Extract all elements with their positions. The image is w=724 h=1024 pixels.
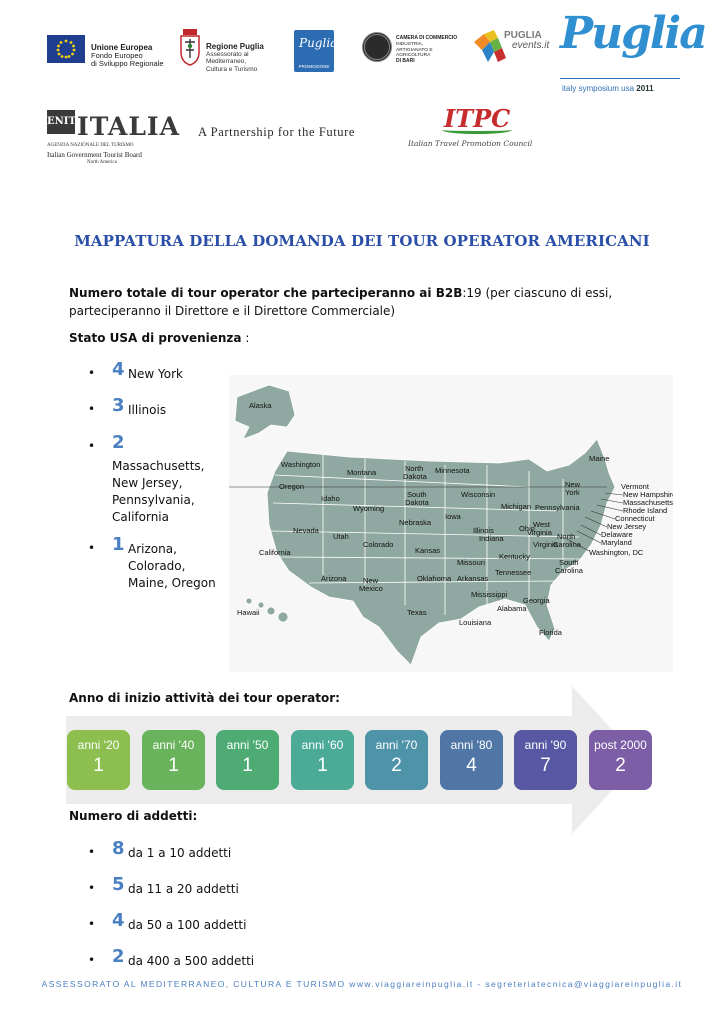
map-label-south-dakota: South xyxy=(407,490,427,499)
timeline-box xyxy=(291,730,354,790)
timeline-count: 2 xyxy=(391,755,402,776)
map-label-utah: Utah xyxy=(333,532,349,541)
events-word: events.it xyxy=(512,40,550,51)
enit-north-america: North America xyxy=(87,160,117,165)
map-label-pennsylvania: Pennsylvania xyxy=(535,503,580,512)
region-dept-2: Cultura e Turismo xyxy=(206,65,258,73)
map-label-nevada: Nevada xyxy=(293,526,319,535)
staff-label: da 400 a 500 addetti xyxy=(128,954,255,968)
map-label-connecticut: Connecticut xyxy=(615,514,655,523)
staff-label: da 1 a 10 addetti xyxy=(128,846,232,860)
eu-name: Unione Europea xyxy=(91,43,153,52)
staff-count: 4 xyxy=(112,910,125,931)
region-dept: Assessorato al Mediterraneo, xyxy=(206,50,249,65)
map-label-indiana: Indiana xyxy=(479,534,504,543)
map-label-iowa: Iowa xyxy=(445,512,461,521)
map-label-mississippi: Mississippi xyxy=(471,590,508,599)
chamber-line-4: DI BARI xyxy=(396,58,415,65)
map-label-tennessee: Tennessee xyxy=(495,568,532,577)
map-label-north-dakota: North xyxy=(405,464,424,473)
timeline-box xyxy=(216,730,279,790)
map-label-minnesota: Minnesota xyxy=(435,466,470,475)
map-label-wisconsin: Wisconsin xyxy=(461,490,496,499)
footer: ASSESSORATO AL MEDITERRANEO, CULTURA E TURISMO www.viaggiareinpuglia.it - segreteriatecnica@viaggiareinpuglia.it xyxy=(41,979,683,989)
map-label-rhode-island: Rhode Island xyxy=(623,506,668,515)
itpc-name: Italian Travel Promotion Council xyxy=(408,139,533,148)
timeline-count: 2 xyxy=(615,755,626,776)
map-label-colorado: Colorado xyxy=(363,540,394,549)
state-count: 3 xyxy=(112,395,125,416)
timeline-box xyxy=(440,730,503,790)
state-label: New York xyxy=(128,367,183,381)
bullet-icon: • xyxy=(88,402,96,416)
map-label-new-mexico-2: Mexico xyxy=(359,584,383,593)
map-label-vermont: Vermont xyxy=(621,482,649,491)
map-label-alaska: Alaska xyxy=(249,401,272,410)
map-label-michigan: Michigan xyxy=(501,502,532,511)
map-label-arkansas: Arkansas xyxy=(457,574,489,583)
chamber-line-2: INDUSTRIA, xyxy=(396,41,424,47)
bullet-icon: • xyxy=(88,845,96,859)
symposium-year: 2011 xyxy=(636,84,654,93)
timeline-heading: Anno di inizio attività dei tour operator: xyxy=(69,691,340,705)
enit-italia: ITALIA xyxy=(77,112,180,141)
states-heading-label: Stato USA di provenienza xyxy=(69,331,242,345)
timeline-count: 1 xyxy=(168,755,179,776)
map-label-south-carolina-2: Carolina xyxy=(555,566,583,575)
map-label-kansas: Kansas xyxy=(415,546,441,555)
symposium-text: italy symposium usa xyxy=(562,84,635,93)
timeline-count: 4 xyxy=(466,755,477,776)
map-label-north-carolina-2: Carolina xyxy=(553,540,581,549)
map-label-illinois: Illinois xyxy=(473,526,494,535)
map-label-kentucky: Kentucky xyxy=(499,552,530,561)
map-label-new-mexico: New xyxy=(363,576,379,585)
staff-heading: Numero di addetti: xyxy=(69,809,198,823)
map-label-ohio: Ohio xyxy=(519,524,535,533)
timeline-count: 1 xyxy=(93,755,104,776)
bullet-icon: • xyxy=(88,917,96,931)
enit-board: Italian Government Tourist Board xyxy=(47,151,142,159)
timeline-period: anni '20 xyxy=(77,738,120,752)
map-label-maine: Maine xyxy=(589,454,610,463)
map-label-new-york: New xyxy=(565,480,581,489)
puglia-word: Puglia xyxy=(560,8,706,59)
map-label-oklahoma: Oklahoma xyxy=(417,574,452,583)
timeline-count: 7 xyxy=(540,755,551,776)
state-count: 2 xyxy=(112,432,125,453)
map-label-arizona: Arizona xyxy=(321,574,347,583)
map-label-wyoming: Wyoming xyxy=(353,504,385,513)
map-label-new-jersey: New Jersey xyxy=(607,522,647,531)
map-label-florida: Florida xyxy=(539,628,562,637)
timeline-period: anni '80 xyxy=(450,738,493,752)
timeline-period: post 2000 xyxy=(594,738,647,752)
map-label-louisiana: Louisiana xyxy=(459,618,492,627)
staff-count: 8 xyxy=(112,838,125,859)
map-label-georgia: Georgia xyxy=(523,596,550,605)
chamber-line-1: CAMERA DI COMMERCIO xyxy=(396,35,458,41)
intro-label: Numero totale di tour operator che parteciperanno ai B2B xyxy=(69,286,463,300)
map-label-delaware: Delaware xyxy=(601,530,633,539)
timeline-box xyxy=(589,730,652,790)
events-puglia: PUGLIA xyxy=(504,30,542,41)
itpc-mark: ITPC xyxy=(444,104,511,133)
map-label-california: California xyxy=(259,548,291,557)
map-label-south-carolina: South xyxy=(559,558,579,567)
promo-label: PROMOZIONE xyxy=(298,64,330,69)
timeline-box xyxy=(142,730,205,790)
staff-label: da 11 a 20 addetti xyxy=(128,882,239,896)
staff-count: 2 xyxy=(112,946,125,967)
map-label-oregon: Oregon xyxy=(279,482,305,491)
map-label-new-hampshire: New Hampshire xyxy=(623,490,673,499)
partnership-tagline: A Partnership for the Future xyxy=(198,125,356,139)
timeline-count: 1 xyxy=(242,755,253,776)
map-label-nebraska: Nebraska xyxy=(399,518,432,527)
staff-count: 5 xyxy=(112,874,125,895)
timeline-period: anni '40 xyxy=(152,738,195,752)
chamber-line-3: ARTIGIANATO E AGRICOLTURA xyxy=(396,47,433,59)
bullet-icon: • xyxy=(88,541,96,555)
promo-logo-text: Puglia xyxy=(299,36,338,50)
map-label-texas: Texas xyxy=(407,608,427,617)
map-label-west-virginia-2: Virginia xyxy=(527,528,552,537)
state-label: Massachusetts, New Jersey, Pennsylvania, California xyxy=(112,459,205,524)
timeline-box xyxy=(365,730,428,790)
map-label-washington: Washington xyxy=(281,460,321,469)
timeline-period: anni '50 xyxy=(226,738,269,752)
enit-box: ENIT xyxy=(47,110,75,134)
map-label-massachusetts: Massachusetts xyxy=(623,498,673,507)
state-label: Illinois xyxy=(128,403,167,417)
enit-sub: AGENZIA NAZIONALE DEL TURISMO xyxy=(47,143,134,148)
map-label-south-dakota-2: Dakota xyxy=(405,498,429,507)
timeline-box xyxy=(67,730,130,790)
state-count: 4 xyxy=(112,359,125,380)
map-label-north-carolina: North xyxy=(557,532,576,541)
eu-fund-2: di Sviluppo Regionale xyxy=(91,59,164,68)
map-label-missouri: Missouri xyxy=(457,558,485,567)
timeline-box xyxy=(514,730,577,790)
timeline-period: anni '90 xyxy=(524,738,567,752)
intro-value: :19 (per ciascuno di essi, parteciperanno il Direttore e il Direttore Commerciale) xyxy=(69,286,613,318)
bullet-icon: • xyxy=(88,439,96,453)
timeline-period: anni '70 xyxy=(375,738,418,752)
state-label: Arizona, Colorado, Maine, Oregon xyxy=(128,542,216,590)
map-label-hawaii: Hawaii xyxy=(237,608,260,617)
staff-label: da 50 a 100 addetti xyxy=(128,918,247,932)
map-label-virginia: Virginia xyxy=(533,540,558,549)
state-count: 1 xyxy=(112,534,125,555)
map-label-maryland: Maryland xyxy=(601,538,632,547)
map-label-alabama: Alabama xyxy=(497,604,527,613)
map-label-idaho: Idaho xyxy=(321,494,340,503)
map-label-montana: Montana xyxy=(347,468,377,477)
map-label-north-dakota-2: Dakota xyxy=(403,472,427,481)
states-heading-suffix: : xyxy=(241,331,250,345)
bullet-icon: • xyxy=(88,366,96,380)
eu-fund: Fondo Europeo xyxy=(91,51,143,60)
map-label-washington-dc: Washington, DC xyxy=(589,548,644,557)
timeline-count: 1 xyxy=(317,755,328,776)
page-title: MAPPATURA DELLA DOMANDA DEI TOUR OPERATOR AMERICANI xyxy=(74,232,650,250)
bullet-icon: • xyxy=(88,881,96,895)
map-label-new-york-2: York xyxy=(565,488,580,497)
map-label-west-virginia: West xyxy=(533,520,550,529)
timeline-period: anni '60 xyxy=(301,738,344,752)
region-name: Regione Puglia xyxy=(206,42,264,51)
bullet-icon: • xyxy=(88,953,96,967)
